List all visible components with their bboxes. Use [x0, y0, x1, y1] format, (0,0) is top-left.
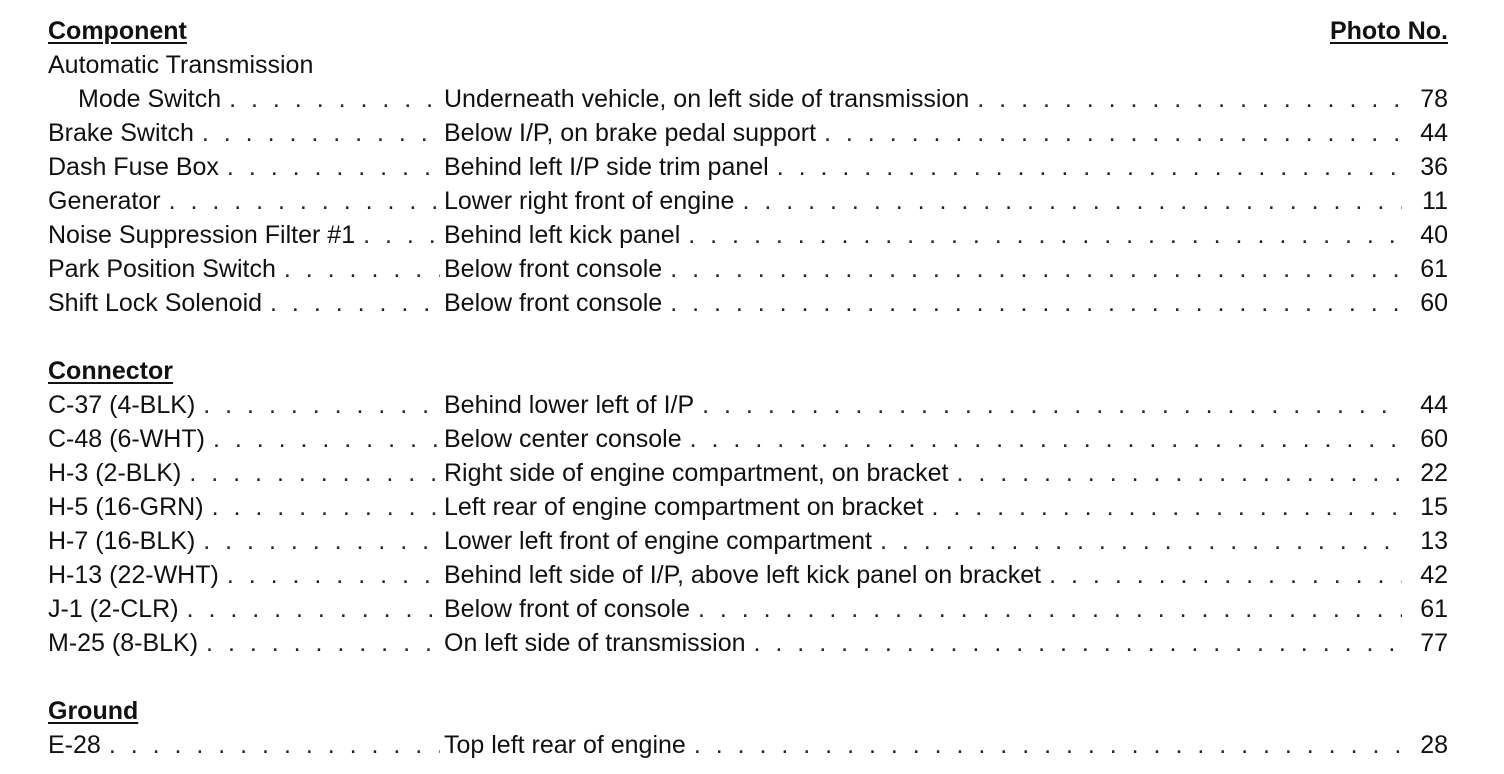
photo-number: 78: [1420, 85, 1448, 113]
location-text: Below I/P, on brake pedal support: [444, 119, 817, 147]
dot-leader: [284, 252, 440, 286]
dot-leader: [690, 422, 1402, 456]
table-row: [48, 218, 1448, 252]
component-name: Mode Switch: [78, 85, 222, 113]
dot-leader: [1049, 558, 1402, 592]
photo-number: 60: [1420, 425, 1448, 453]
location-text: Lower right front of engine: [444, 187, 735, 215]
table-row: [48, 558, 1448, 592]
dot-leader: [109, 728, 440, 762]
dot-leader: [212, 490, 440, 524]
table-row: [48, 524, 1448, 558]
photo-number: 22: [1420, 459, 1448, 487]
connector-name: C-37 (4-BLK): [48, 391, 196, 419]
photo-number: 11: [1422, 187, 1448, 215]
table-row: [48, 388, 1448, 422]
ground-name: E-28: [48, 731, 101, 759]
connector-heading: Connector: [48, 357, 173, 385]
dot-leader: [977, 82, 1402, 116]
location-text: Behind left kick panel: [444, 221, 681, 249]
location-text: Below front console: [444, 289, 663, 317]
dot-leader: [742, 184, 1402, 218]
connector-name: H-7 (16-BLK): [48, 527, 196, 555]
dot-leader: [363, 218, 440, 252]
photo-number: 77: [1420, 629, 1448, 657]
dot-leader: [694, 728, 1402, 762]
table-row: [48, 422, 1448, 456]
location-text: Below front console: [444, 255, 663, 283]
photo-number: 36: [1420, 153, 1448, 181]
location-text: Below center console: [444, 425, 682, 453]
photo-number: 13: [1420, 527, 1448, 555]
location-text: Top left rear of engine: [444, 731, 686, 759]
location-text: Behind lower left of I/P: [444, 391, 695, 419]
table-header: [48, 14, 1448, 48]
table-row: [48, 116, 1448, 150]
table-row: [48, 490, 1448, 524]
ground-heading: Ground: [48, 697, 139, 725]
group-label: Automatic Transmission: [48, 51, 314, 79]
dot-leader: [754, 626, 1402, 660]
component-heading: Component: [48, 17, 187, 45]
dot-leader: [880, 524, 1402, 558]
dot-leader: [270, 286, 440, 320]
location-text: Left rear of engine compartment on bracket: [444, 493, 924, 521]
connector-name: H-3 (2-BLK): [48, 459, 182, 487]
component-name: Noise Suppression Filter #1: [48, 221, 356, 249]
ground-section: [48, 694, 1448, 762]
photo-number: 60: [1420, 289, 1448, 317]
dot-leader: [227, 150, 440, 184]
dot-leader: [203, 388, 440, 422]
dot-leader: [206, 626, 440, 660]
connector-name: H-13 (22-WHT): [48, 561, 219, 589]
table-row: [48, 592, 1448, 626]
dot-leader: [670, 252, 1402, 286]
location-text: Behind left side of I/P, above left kick panel on bracket: [444, 561, 1042, 589]
dot-leader: [702, 388, 1402, 422]
dot-leader: [670, 286, 1402, 320]
photo-number: 61: [1420, 595, 1448, 623]
section-header: [48, 354, 1448, 388]
component-locator-table: [48, 14, 1448, 762]
photo-number: 61: [1420, 255, 1448, 283]
dot-leader: [213, 422, 440, 456]
photo-number: 42: [1420, 561, 1448, 589]
photo-number: 40: [1420, 221, 1448, 249]
dot-leader: [688, 218, 1402, 252]
table-row: [48, 456, 1448, 490]
section-header: [48, 694, 1448, 728]
table-row: [48, 728, 1448, 762]
dot-leader: [187, 592, 440, 626]
dot-leader: [824, 116, 1402, 150]
connector-name: H-5 (16-GRN): [48, 493, 204, 521]
component-name: Brake Switch: [48, 119, 194, 147]
photo-number: 15: [1420, 493, 1448, 521]
component-name: Shift Lock Solenoid: [48, 289, 263, 317]
dot-leader: [203, 524, 440, 558]
table-row: [48, 82, 1448, 116]
dot-leader: [202, 116, 440, 150]
connector-name: J-1 (2-CLR): [48, 595, 179, 623]
photo-number-heading: Photo No.: [1329, 17, 1448, 45]
location-text: Right side of engine compartment, on bracket: [444, 459, 949, 487]
dot-leader: [777, 150, 1402, 184]
component-name: Dash Fuse Box: [48, 153, 219, 181]
table-row: [48, 150, 1448, 184]
location-text: Below front of console: [444, 595, 690, 623]
location-text: Underneath vehicle, on left side of transmission: [444, 85, 970, 113]
component-name: Generator: [48, 187, 161, 215]
location-text: Lower left front of engine compartment: [444, 527, 873, 555]
table-row: [48, 286, 1448, 320]
dot-leader: [698, 592, 1402, 626]
photo-number: 28: [1420, 731, 1448, 759]
table-row: [48, 252, 1448, 286]
location-text: On left side of transmission: [444, 629, 746, 657]
photo-number: 44: [1420, 391, 1448, 419]
dot-leader: [189, 456, 440, 490]
photo-number: 44: [1420, 119, 1448, 147]
location-text: Behind left I/P side trim panel: [444, 153, 769, 181]
dot-leader: [229, 82, 440, 116]
table-row: [48, 626, 1448, 660]
connector-name: C-48 (6-WHT): [48, 425, 205, 453]
dot-leader: [227, 558, 440, 592]
dot-leader: [169, 184, 440, 218]
connector-name: M-25 (8-BLK): [48, 629, 199, 657]
component-section: [48, 14, 1448, 320]
dot-leader: [956, 456, 1402, 490]
component-name: Park Position Switch: [48, 255, 276, 283]
table-row: [48, 184, 1448, 218]
dot-leader: [931, 490, 1402, 524]
connector-section: [48, 354, 1448, 660]
